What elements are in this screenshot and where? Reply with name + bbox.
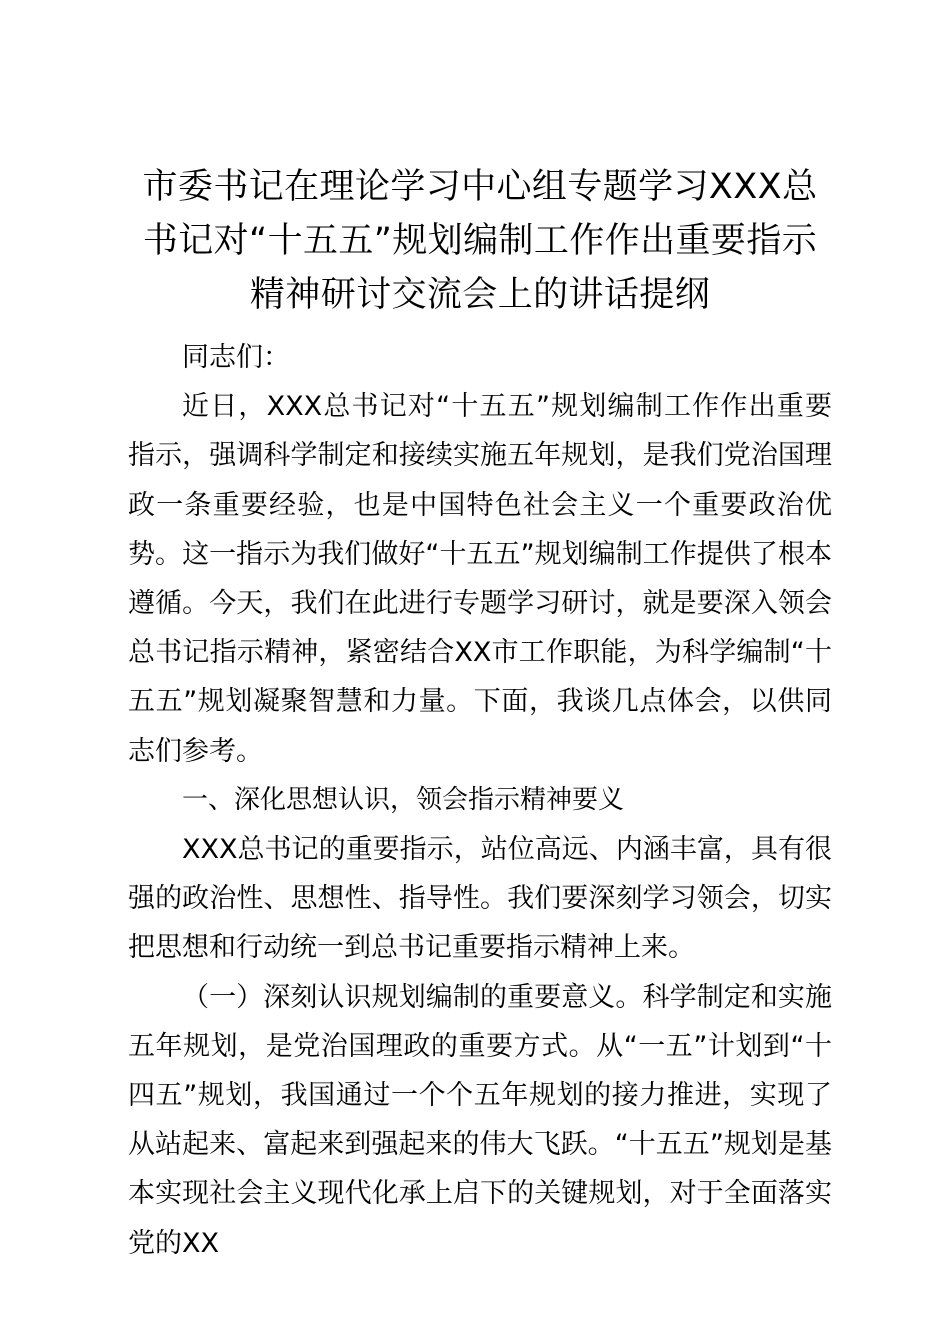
document-body xyxy=(128,333,832,1268)
intro-paragraph: 近日，XXX总书记对“十五五”规划编制工作作出重要指示，强调科学制定和接续实施五年规划，是我们党治国理政一条重要经验，也是中国特色社会主义一个重要政治优势。这一指示为我们做好“十五五”规划编制工作提供了根本遵循。今天，我们在此进行专题学习研讨，就是要深入领会总书记指示精神，紧密结合XX市工作职能，为科学编制“十五五”规划凝聚智慧和力量。下面，我谈几点体会，以供同志们参考。 xyxy=(128,391,832,767)
section-heading-1: 一、深化思想认识，领会指示精神要义 xyxy=(182,784,625,815)
section-1-point-1-paragraph: （一）深刻认识规划编制的重要意义。科学制定和实施五年规划，是党治国理政的重要方式。从“一五”计划到“十四五”规划，我国通过一个个五年规划的接力推进，实现了从站起来、富起来到强起来的伟大飞跃。“十五五”规划是基本实现社会主义现代化承上启下的关键规划，对于全面落实党的XX xyxy=(128,981,832,1259)
section-1-intro-paragraph: XXX总书记的重要指示，站位高远、内涵丰富，具有很强的政治性、思想性、指导性。我们要深刻学习领会，切实把思想和行动统一到总书记重要指示精神上来。 xyxy=(128,834,832,964)
salutation: 同志们： xyxy=(182,342,290,373)
document-title: 市委书记在理论学习中心组专题学习XXX总书记对“十五五”规划编制工作作出重要指示精神研讨交流会上的讲话提纲 xyxy=(142,167,818,315)
